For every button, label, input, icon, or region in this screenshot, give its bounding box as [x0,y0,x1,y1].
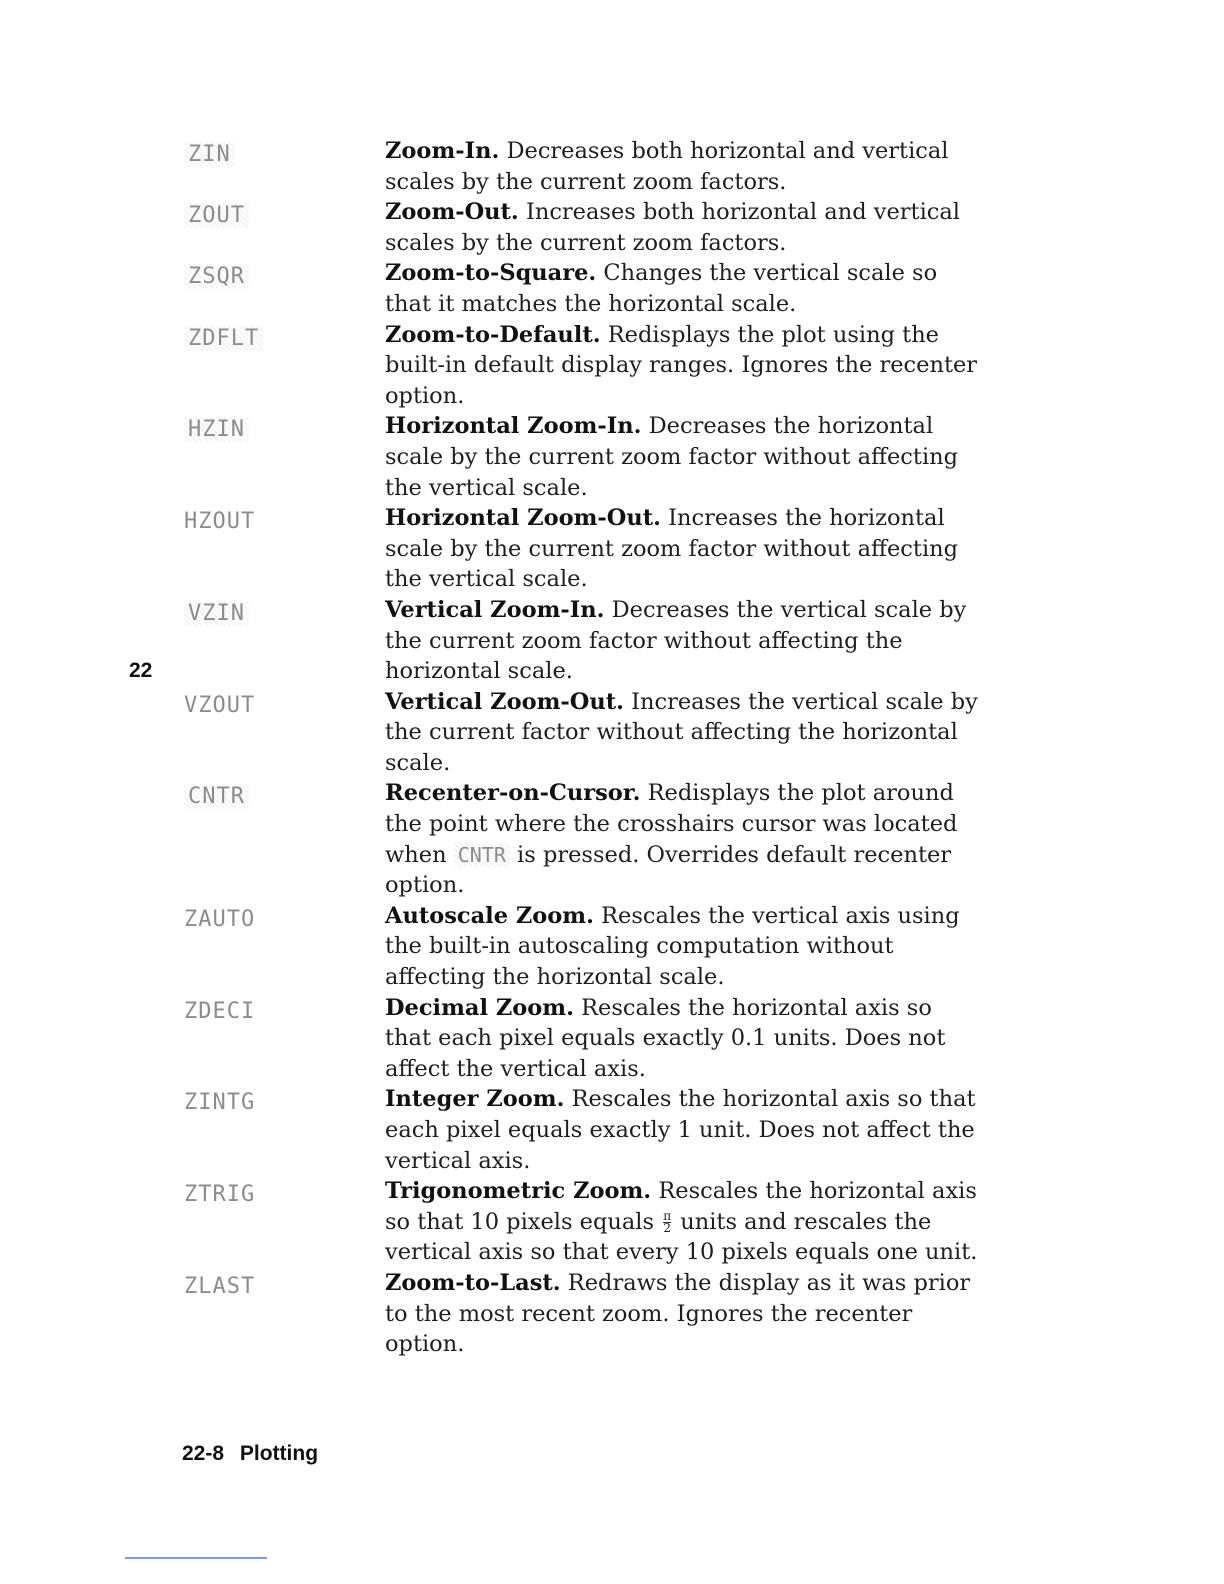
entry-zout [0,197,1224,258]
entry-zdflt [0,320,1224,412]
softkey-zdeci: ZDECI [184,998,256,1024]
description [385,687,985,779]
description-text: Rescales the vertical axis using the built-in autoscaling computation without affecting the horizontal scale. [385,902,960,991]
term: Recenter-on-Cursor. [385,780,641,807]
description [385,411,985,503]
description [385,136,985,197]
description [385,1268,985,1360]
description-text: Changes the vertical scale so that it matches the horizontal scale. [385,260,938,317]
entry-vzin [0,595,1224,687]
term: Zoom-Out. [385,199,519,226]
entry-zdeci [0,993,1224,1085]
term: Vertical Zoom-In. [385,596,605,623]
description-text: Redisplays the plot using the built-in default display ranges. Ignores the recenter option. [385,321,978,409]
description [385,595,985,687]
chapter-tab: 22 [129,659,153,682]
fraction-numerator: π [663,1209,672,1224]
description-text: Redisplays the plot around the point where the crosshairs cursor was located when [385,780,958,868]
description [385,258,985,319]
description-text: Increases both horizontal and vertical scales by the current zoom factors. [385,199,960,256]
description [385,503,985,595]
inline-softkey-cntr: CNTR [454,843,510,867]
footer-rule [125,1557,267,1559]
term: Integer Zoom. [385,1086,565,1113]
description-text: Redraws the display as it was prior to the most recent zoom. Ignores the recenter option. [385,1269,971,1358]
softkey-zauto: ZAUTO [184,906,256,932]
term: Vertical Zoom-Out. [385,688,624,715]
description [385,1084,985,1176]
entry-hzout [0,503,1224,595]
term: Zoom-to-Square. [385,260,597,287]
entry-ztrig [0,1176,1224,1268]
description [385,320,985,412]
description-text: Increases the horizontal scale by the current zoom factor without affecting the vertical scale. [385,505,959,593]
description-text: is pressed. Overrides default recenter option. [385,841,952,899]
description [385,778,985,900]
softkey-vzout: VZOUT [184,692,256,718]
softkey-hzin: HZIN [184,417,249,442]
softkey-cntr: CNTR [184,784,249,809]
entry-zintg [0,1084,1224,1176]
description-text: units and rescales the vertical axis so that every 10 pixels equals one unit. [385,1208,978,1266]
description [385,993,985,1085]
entry-zin [0,136,1224,197]
softkey-vzin: VZIN [184,601,249,626]
entry-zsqr [0,258,1224,319]
term: Zoom-to-Last. [385,1269,561,1296]
entry-zauto [0,901,1224,993]
entry-vzout [0,687,1224,779]
description [385,197,985,258]
softkey-zin: ZIN [184,142,235,167]
term: Trigonometric Zoom. [385,1178,652,1205]
term: Horizontal Zoom-In. [385,413,642,440]
softkey-hzout: HZOUT [184,509,256,535]
description-text: Decreases the horizontal scale by the current zoom factor without affecting the vertical scale. [385,413,959,501]
softkey-zlast: ZLAST [184,1273,256,1299]
term: Zoom-to-Default. [385,321,601,348]
entry-zlast [0,1268,1224,1360]
description-text: Rescales the horizontal axis so that each pixel equals exactly 0.1 units. Does not affect the vertical axis. [385,994,946,1082]
term: Horizontal Zoom-Out. [385,505,661,532]
description-text: Decreases the vertical scale by the current zoom factor without affecting the horizontal scale. [385,596,967,685]
page-footer [182,1442,318,1466]
description-text: Rescales the horizontal axis so that each pixel equals exactly 1 unit. Does not affect the vertical axis. [385,1086,976,1174]
entry-cntr [0,778,1224,900]
description-text: Increases the vertical scale by the current factor without affecting the horizontal scale. [385,688,978,776]
section-title: Plotting [239,1442,319,1465]
description-text: Decreases both horizontal and vertical scales by the current zoom factors. [385,138,949,195]
description [385,1176,985,1268]
pi-over-two-fraction [663,1211,671,1234]
softkey-zout: ZOUT [184,203,249,228]
softkey-zintg: ZINTG [184,1090,256,1116]
entry-hzin [0,411,1224,503]
description [385,901,985,993]
softkey-zdflt: ZDFLT [184,326,263,351]
softkey-zsqr: ZSQR [184,264,249,289]
description-text: Rescales the horizontal axis so that 10 pixels equals [385,1178,977,1235]
fraction-denominator: 2 [663,1221,671,1236]
page-number: 22-8 [182,1442,225,1465]
term: Zoom-In. [385,138,500,164]
softkey-ztrig: ZTRIG [184,1182,256,1208]
zoom-menu-key-list [0,136,1224,1360]
term: Decimal Zoom. [385,994,574,1021]
term: Autoscale Zoom. [385,902,594,929]
